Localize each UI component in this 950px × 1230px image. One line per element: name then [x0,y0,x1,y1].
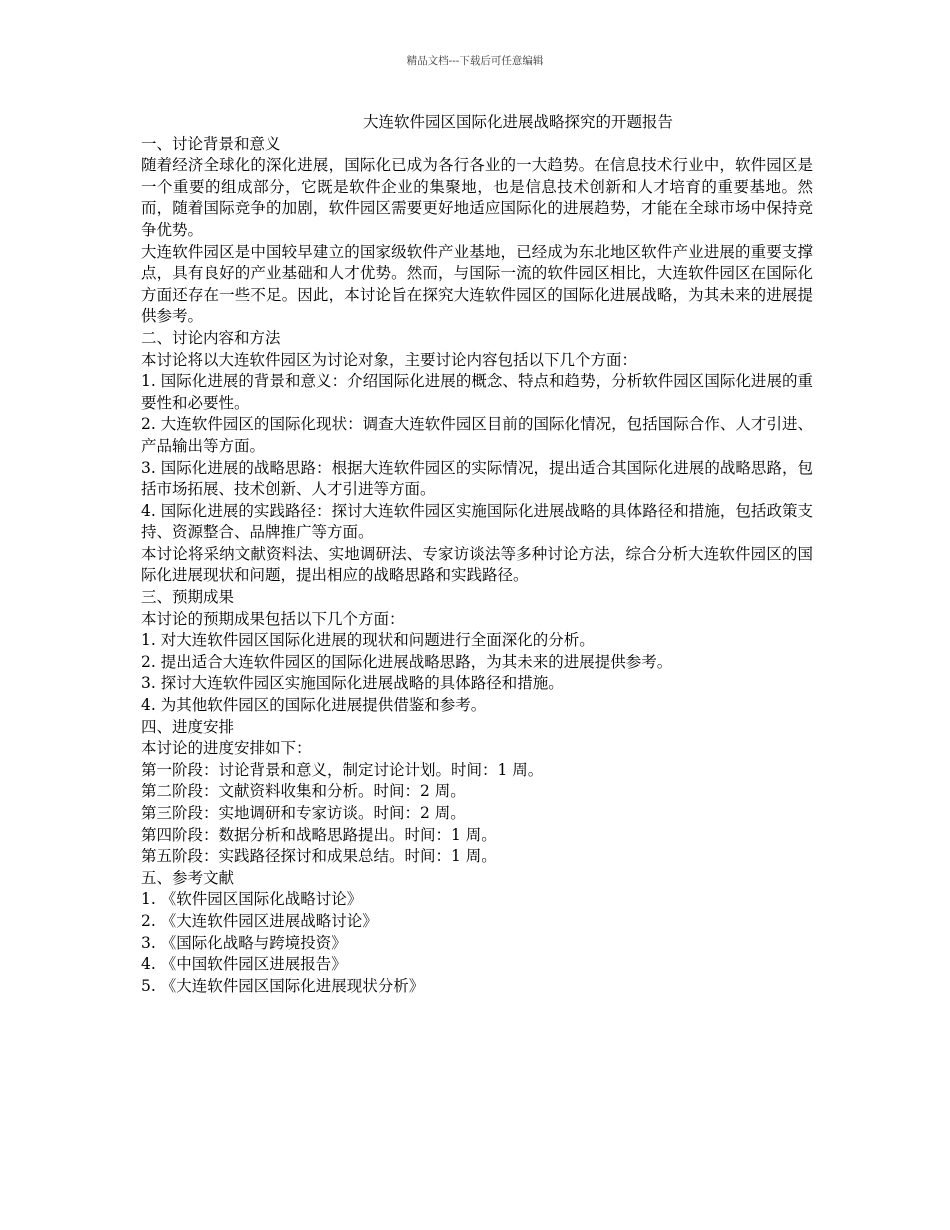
list-item: 3. 探讨大连软件园区实施国际化进展战略的具体路径和措施。 [141,674,564,693]
section-heading: 一、讨论背景和意义 [141,134,281,153]
list-item: 2. 提出适合大连软件园区的国际化进展战略思路，为其未来的进展提供参考。 [141,652,673,671]
reference-item: 3. 《国际化战略与跨境投资》 [141,933,347,952]
schedule-item: 第五阶段：实践路径探讨和成果总结。时间：1 周。 [141,847,497,866]
document-body [141,112,813,997]
section-references [141,868,813,998]
paragraph: 本讨论的预期成果包括以下几个方面： [141,609,405,628]
document-title: 大连软件园区国际化进展战略探究的开题报告 [363,113,674,131]
list-item: 3. 国际化进展的战略思路：根据大连软件园区的实际情况，提出适合其国际化进展的战略思路，包括市场拓展、技术创新、人才引进等方面。 [141,458,814,499]
section-schedule [141,717,813,868]
list-item: 1. 国际化进展的背景和意义：介绍国际化进展的概念、特点和趋势，分析软件园区国际化进展的重要性和必要性。 [141,372,814,412]
list-item: 1. 对大连软件园区国际化进展的现状和问题进行全面深化的分析。 [141,631,595,650]
paragraph: 本讨论将采纳文献资料法、实地调研法、专家访谈法等多种讨论方法，综合分析大连软件园区的国际化进展现状和问题，提出相应的战略思路和实践路径。 [141,544,813,585]
paragraph: 本讨论将以大连软件园区为讨论对象，主要讨论内容包括以下几个方面： [141,350,638,369]
list-item: 4. 国际化进展的实践路径：探讨大连软件园区实施国际化进展战略的具体路径和措施，包括政策支持、资源整合、品牌推广等方面。 [141,501,814,542]
paragraph: 随着经济全球化的深化进展，国际化已成为各行各业的一大趋势。在信息技术行业中，软件园区是一个重要的组成部分，它既是软件企业的集聚地，也是信息技术创新和人才培育的重要基地。然而，随着国际竞争的加剧，软件园区需要更好地适应国际化的进展趋势，才能在全球市场中保持竞争优势。 [141,156,813,239]
section-results [141,587,813,717]
schedule-item: 第二阶段：文献资料收集和分析。时间：2 周。 [141,782,466,801]
reference-item: 5. 《大连软件园区国际化进展现状分析》 [141,976,425,995]
section-heading: 五、参考文献 [141,868,235,887]
list-item: 2. 大连软件园区的国际化现状：调查大连软件园区目前的国际化情况，包括国际合作、人才引进、产品输出等方面。 [141,415,814,455]
reference-item: 4. 《中国软件园区进展报告》 [141,955,347,974]
schedule-item: 第四阶段：数据分析和战略思路提出。时间：1 周。 [141,825,497,844]
schedule-item: 第三阶段：实地调研和专家访谈。时间：2 周。 [141,804,466,822]
section-heading: 三、预期成果 [141,588,235,607]
section-heading: 四、进度安排 [141,717,235,736]
schedule-item: 第一阶段：讨论背景和意义，制定讨论计划。时间：1 周。 [141,760,544,779]
section-background [141,134,813,328]
reference-item: 2. 《大连软件园区进展战略讨论》 [141,911,378,930]
section-heading: 二、讨论内容和方法 [141,328,281,347]
paragraph: 大连软件园区是中国较早建立的国家级软件产业基地，已经成为东北地区软件产业进展的重要支撑点，具有良好的产业基础和人才优势。然而，与国际一流的软件园区相比，大连软件园区在国际化方面还存在一些不足。因此，本讨论旨在探究大连软件园区的国际化进展战略，为其未来的进展提供参考。 [141,242,813,326]
reference-item: 1. 《软件园区国际化战略讨论》 [141,890,363,909]
paragraph: 本讨论的进度安排如下： [141,739,312,758]
list-item: 4. 为其他软件园区的国际化进展提供借鉴和参考。 [141,696,487,715]
page-header: 精品文档---下载后可任意编辑 [406,55,544,67]
section-content [141,328,813,587]
